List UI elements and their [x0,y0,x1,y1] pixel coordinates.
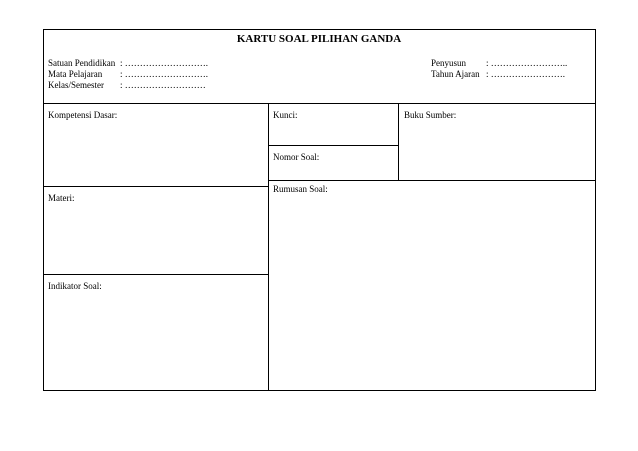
kompetensi-dasar-label: Kompetensi Dasar: [48,110,118,120]
materi-top-divider [43,186,268,187]
rumusan-soal-label: Rumusan Soal: [273,184,328,194]
penyusun-value: : …………………….. [486,58,568,68]
satuan-pendidikan-label: Satuan Pendidikan [48,58,116,68]
tahun-ajaran-label: Tahun Ajaran [431,69,480,79]
kelas-semester-label: Kelas/Semester [48,80,104,90]
kunci-buku-divider [398,103,399,180]
kunci-label: Kunci: [273,110,298,120]
satuan-pendidikan-value: : ………………………. [120,58,209,68]
indikator-top-divider [43,274,268,275]
center-divider [268,103,269,391]
tahun-ajaran-value: : ……………………. [486,69,566,79]
rumusan-top-divider [268,180,596,181]
nomor-soal-label: Nomor Soal: [273,152,320,162]
indikator-soal-label: Indikator Soal: [48,281,102,291]
header-divider [43,103,596,104]
kunci-nomor-divider [268,145,398,146]
penyusun-label: Penyusun [431,58,467,68]
card-title: KARTU SOAL PILIHAN GANDA [236,33,402,45]
materi-label: Materi: [48,193,75,203]
mata-pelajaran-value: : ………………………. [120,69,209,79]
buku-sumber-label: Buku Sumber: [404,110,457,120]
kelas-semester-value: : ……………………… [120,80,206,90]
mata-pelajaran-label: Mata Pelajaran [48,69,103,79]
